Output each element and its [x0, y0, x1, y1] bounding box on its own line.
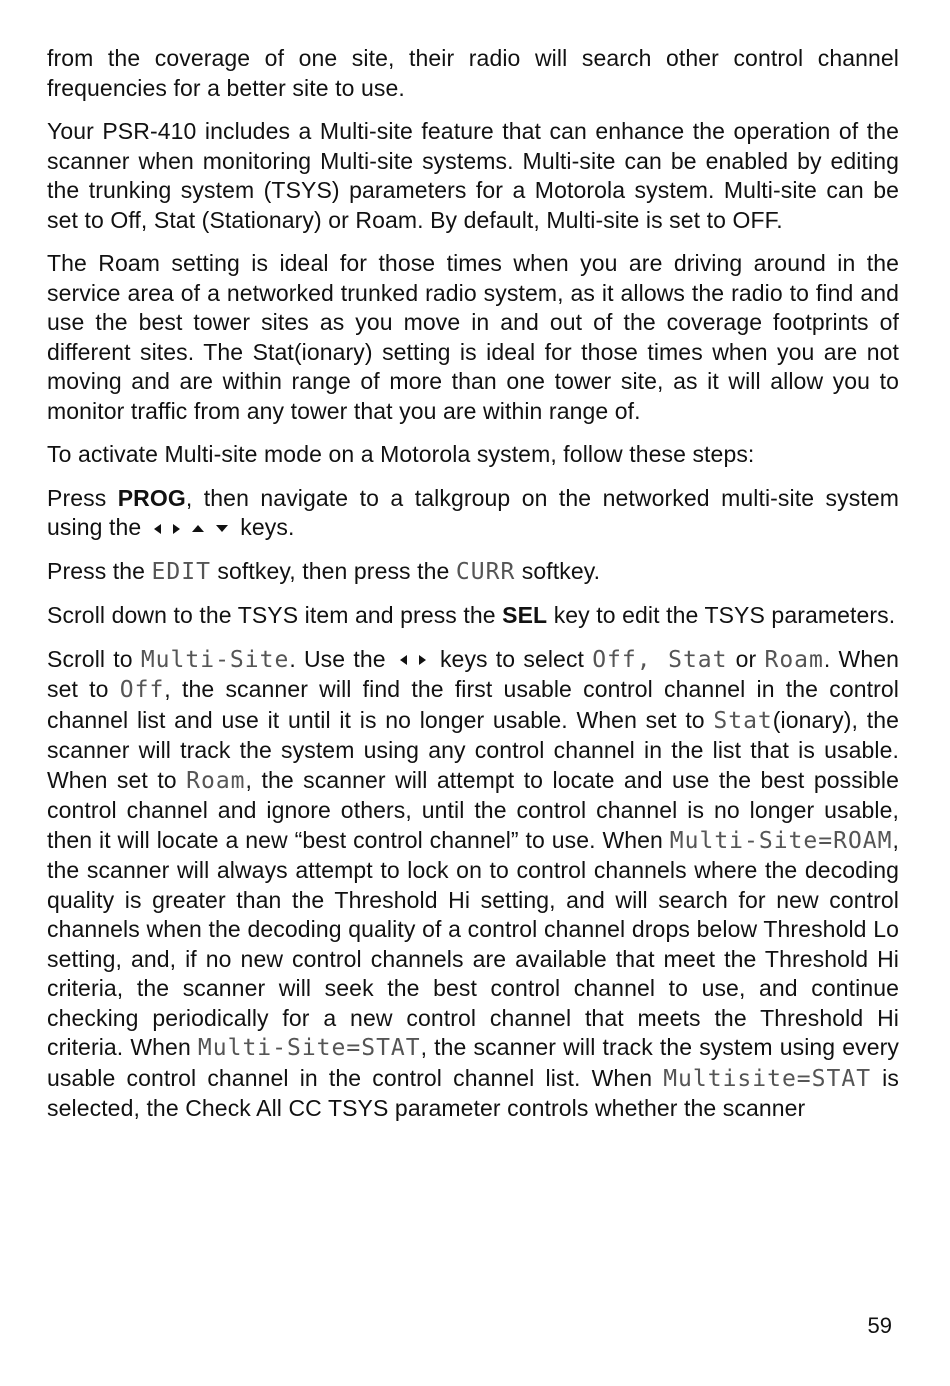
step-edit-text-c: softkey. — [515, 557, 601, 584]
detail-text-4: or — [727, 645, 765, 672]
lcd-multi-site-roam: Multi-Site=ROAM — [669, 827, 893, 854]
step-edit-text-b: softkey, then press the — [210, 557, 456, 584]
lcd-edit-softkey: EDIT — [151, 558, 211, 585]
step-prog — [47, 484, 899, 543]
page-number: 59 — [867, 1313, 892, 1338]
step-sel-text-b: key to edit the TSYS parameters. — [547, 602, 896, 628]
detail-text-9: , the scanner will always attempt to lock on to control channels where the decoding quality is greater than the Threshold Hi setting, and will search for new control channels when the decoding quality of a control channel drops below Threshold Lo setting, and, if no new control channels are available that meet the Threshold Hi criteria, the scanner will seek the best control channel to use, and continue checking periodically for a new control channel that meets the Threshold Hi criteria. When — [47, 826, 899, 1060]
sel-key-label: SEL — [502, 602, 548, 628]
detail-text-7: (ionary), the scanner will track the system using any control channel in the list that is usable. When set to — [47, 706, 899, 793]
arrow-down-icon — [216, 525, 228, 532]
step-prog-text-b: , then navigate to a talkgroup on the networked multi-site system using the — [47, 484, 899, 540]
lcd-multisite-stat: Multisite=STAT — [663, 1065, 872, 1092]
detail-text-1: Scroll to — [47, 645, 141, 672]
paragraph-roam-stat — [47, 249, 899, 426]
arrow-right-icon — [173, 524, 180, 534]
arrow-left-icon — [154, 524, 161, 534]
detail-text-2: . Use the — [289, 645, 386, 672]
lcd-multi-site: Multi-Site — [140, 646, 290, 673]
lcd-stat: Stat — [713, 707, 773, 734]
paragraph-multisite-text: Your PSR-410 includes a Multi-site feature that can enhance the operation of the scanner when monitoring Multi-site systems. Multi-site can be enabled by editing the trunking system (TSYS) parameters for a Motorola system. Multi-site can be set to Off, Stat (Stationary) or Roam. By default, Multi-site is set to OFF. — [47, 118, 899, 233]
step-prog-text-a: Press — [47, 484, 118, 511]
paragraph-intro-text: from the coverage of one site, their radio will search other control channel frequencies for a better site to use. — [47, 45, 899, 101]
step-edit-text-a: Press the — [47, 557, 152, 584]
step-edit — [47, 557, 899, 588]
arrow-up-icon — [192, 525, 204, 532]
paragraph-intro — [47, 44, 899, 103]
arrow-left-icon — [400, 655, 407, 665]
detail-text-10: , the scanner will track the system using every usable control channel in the control channel list. When — [47, 1034, 899, 1091]
lcd-curr-softkey: CURR — [455, 558, 516, 585]
lcd-roam: Roam — [764, 646, 824, 673]
paragraph-steps-intro — [47, 440, 899, 470]
detail-text-3: keys to select — [439, 645, 593, 672]
lcd-off: Off — [119, 677, 165, 703]
detail-text-8: , the scanner will attempt to locate and use the best possible control channel and ignore others, until the control channel is no longer usable, then it will locate a new “best control channel” to use. When — [47, 766, 900, 853]
prog-key-label: PROG — [117, 484, 186, 511]
lcd-off-stat: Off, Stat — [592, 646, 728, 673]
arrow-right-icon — [419, 655, 426, 665]
detail-text-5: . When set to — [47, 645, 900, 702]
detail-text-11: is selected, the Check All CC TSYS parameter controls whether the scanner — [47, 1064, 899, 1121]
detail-text-6: , the scanner will find the first usable control channel in the control channel list and use it until it is no longer usable. When set to — [47, 676, 899, 733]
step-sel-text-a: Scroll down to the TSYS item and press the — [47, 602, 503, 628]
step-sel — [47, 601, 899, 631]
steps-intro-text: To activate Multi-site mode on a Motorola system, follow these steps: — [47, 441, 755, 467]
step-prog-text-c: keys. — [240, 514, 295, 540]
step-multisite-detail — [47, 645, 899, 1124]
paragraph-multisite-feature — [47, 117, 899, 235]
page-body — [47, 44, 899, 1138]
lcd-roam-2: Roam — [186, 767, 246, 794]
paragraph-roam-text: The Roam setting is ideal for those times when you are driving around in the service area of a networked trunked radio system, as it allows the radio to find and use the best tower sites as you move in and out of the coverage footprints of different sites. The Stat(ionary) setting is ideal for those times when you are not moving and are within range of more than one tower site, as it will allow you to monitor traffic from any tower that you are within range of. — [47, 250, 899, 424]
lcd-multi-site-stat: Multi-Site=STAT — [197, 1035, 421, 1061]
